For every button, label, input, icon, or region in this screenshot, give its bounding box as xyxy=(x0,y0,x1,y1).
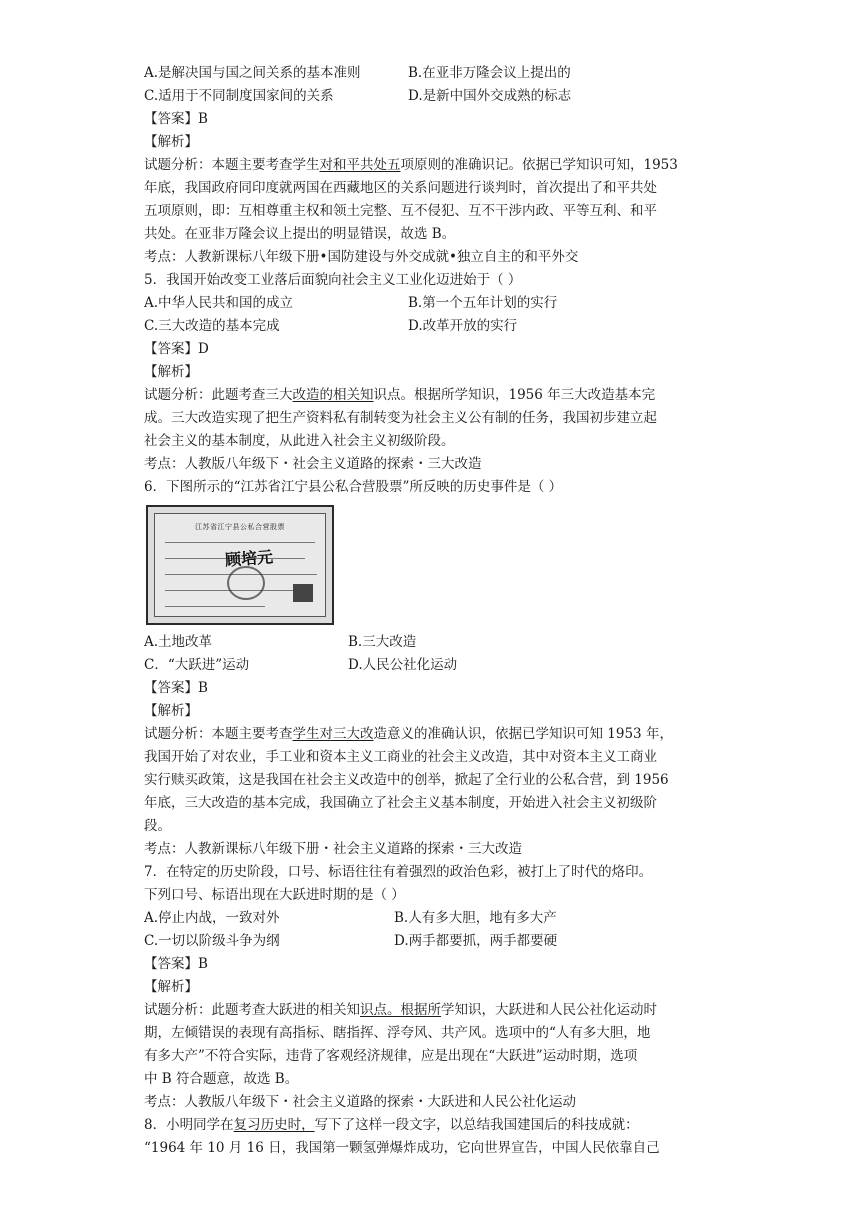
option-d: D.是新中国外交成熟的标志 xyxy=(408,88,572,104)
options-row xyxy=(144,907,716,930)
option-a: A.停止内战，一致对外 xyxy=(144,910,280,926)
certificate-header: 江苏省江宁县公私合营股票 xyxy=(195,523,285,531)
question-stem: 5．我国开始改变工业落后面貌向社会主义工业化迈进始于（ ） xyxy=(144,272,522,288)
analysis-line: 试题分析：此题考查大跃进的相关知识点。根据所学知识，大跃进和人民公社化运动时 xyxy=(144,1002,657,1018)
question-6 xyxy=(144,476,716,861)
options-row xyxy=(144,654,716,677)
analysis-line: 年底，我国政府同印度就两国在西藏地区的关系问题进行谈判时，首次提出了和平共处 xyxy=(144,180,657,196)
analysis-line: 试题分析：此题考查三大改造的相关知识点。根据所学知识，1956 年三大改造基本完 xyxy=(144,387,656,403)
option-b: B.第一个五年计划的实行 xyxy=(408,295,558,311)
question-stem: 下列口号、标语出现在大跃进时期的是（ ） xyxy=(144,887,405,903)
option-a: A.中华人民共和国的成立 xyxy=(144,295,294,311)
analysis-line: 段。 xyxy=(144,818,171,834)
answer: 【答案】D xyxy=(144,341,209,357)
analysis-label: 【解析】 xyxy=(144,364,198,380)
answer: 【答案】B xyxy=(144,111,208,127)
question-stem: 7．在特定的历史阶段，口号、标语往往有着强烈的政治色彩，被打上了时代的烙印。 xyxy=(144,864,653,880)
option-a: A.土地改革 xyxy=(144,634,213,650)
answer: 【答案】B xyxy=(144,680,208,696)
seal-icon xyxy=(227,566,265,600)
analysis-line: 共处。在亚非万隆会议上提出的明显错误，故选 B。 xyxy=(144,226,456,242)
stamp-mark-icon xyxy=(293,584,313,602)
handwritten-name: 顾培元 xyxy=(224,547,274,570)
knowledge-point: 考点：人教版八年级下・社会主义道路的探索・三大改造 xyxy=(144,456,482,472)
analysis-line: 有多大产”不符合实际，违背了客观经济规律，应是出现在“大跃进”运动时期，选项 xyxy=(144,1048,638,1064)
knowledge-point: 考点：人教新课标八年级下册・社会主义道路的探索・三大改造 xyxy=(144,841,522,857)
option-d: D.人民公社化运动 xyxy=(348,657,458,673)
analysis-line: 期，左倾错误的表现有高指标、瞎指挥、浮夸风、共产风。选项中的“人有多大胆，地 xyxy=(144,1025,651,1041)
question-stem: “1964 年 10 月 16 日，我国第一颗氢弹爆炸成功，它向世界宣告，中国人民依靠自己 xyxy=(144,1140,660,1156)
analysis-line: 五项原则，即：互相尊重主权和领土完整、互不侵犯、互不干涉内政、平等互利、和平 xyxy=(144,203,657,219)
options-row xyxy=(144,315,716,338)
options-row xyxy=(144,292,716,315)
question-stem: 8．小明同学在复习历史时，写下了这样一段文字，以总结我国建国后的科技成就： xyxy=(144,1117,639,1133)
answer: 【答案】B xyxy=(144,956,208,972)
options-row xyxy=(144,930,716,953)
question-4 xyxy=(144,62,716,269)
analysis-label: 【解析】 xyxy=(144,134,198,150)
knowledge-point: 考点：人教版八年级下・社会主义道路的探索・大跃进和人民公社化运动 xyxy=(144,1094,576,1110)
options-row xyxy=(144,631,716,654)
analysis-line: 社会主义的基本制度，从此进入社会主义初级阶段。 xyxy=(144,433,455,449)
analysis-line: 年底，三大改造的基本完成，我国确立了社会主义基本制度，开始进入社会主义初级阶 xyxy=(144,795,657,811)
option-c: C.适用于不同制度国家间的关系 xyxy=(144,88,334,104)
question-stem: 6．下图所示的“江苏省江宁县公私合营股票”所反映的历史事件是（ ） xyxy=(144,479,563,495)
option-b: B.三大改造 xyxy=(348,634,417,650)
analysis-line: 实行赎买政策，这是我国在社会主义改造中的创举，掀起了全行业的公私合营，到 1956 xyxy=(144,772,669,788)
analysis-line: 成。三大改造实现了把生产资料私有制转变为社会主义公有制的任务，我国初步建立起 xyxy=(144,410,657,426)
option-a: A.是解决国与国之间关系的基本准则 xyxy=(144,65,361,81)
analysis-line: 中 B 符合题意，故选 B。 xyxy=(144,1071,299,1087)
option-c: C.一切以阶级斗争为纲 xyxy=(144,933,280,949)
analysis-line: 我国开始了对农业，手工业和资本主义工商业的社会主义改造，其中对资本主义工商业 xyxy=(144,749,657,765)
question-8 xyxy=(144,1114,716,1160)
option-b: B.人有多大胆，地有多大产 xyxy=(394,910,557,926)
option-d: D.两手都要抓，两手都要硬 xyxy=(394,933,558,949)
options-row xyxy=(144,62,716,85)
stock-certificate-image xyxy=(146,505,334,625)
option-c: C.三大改造的基本完成 xyxy=(144,318,280,334)
analysis-line: 试题分析：本题主要考查学生对和平共处五项原则的准确识记。依据已学知识可知，1953 xyxy=(144,157,678,173)
question-5 xyxy=(144,269,716,476)
option-c: C．“大跃进”运动 xyxy=(144,657,250,673)
analysis-line: 试题分析：本题主要考查学生对三大改造意义的准确认识，依据已学知识可知 1953 年， xyxy=(144,726,673,742)
option-b: B.在亚非万隆会议上提出的 xyxy=(408,65,571,81)
exam-page xyxy=(144,62,716,1160)
knowledge-point: 考点：人教新课标八年级下册•国防建设与外交成就•独立自主的和平外交 xyxy=(144,249,579,265)
option-d: D.改革开放的实行 xyxy=(408,318,518,334)
analysis-label: 【解析】 xyxy=(144,979,198,995)
question-7 xyxy=(144,861,716,1114)
options-row xyxy=(144,85,716,108)
analysis-label: 【解析】 xyxy=(144,703,198,719)
